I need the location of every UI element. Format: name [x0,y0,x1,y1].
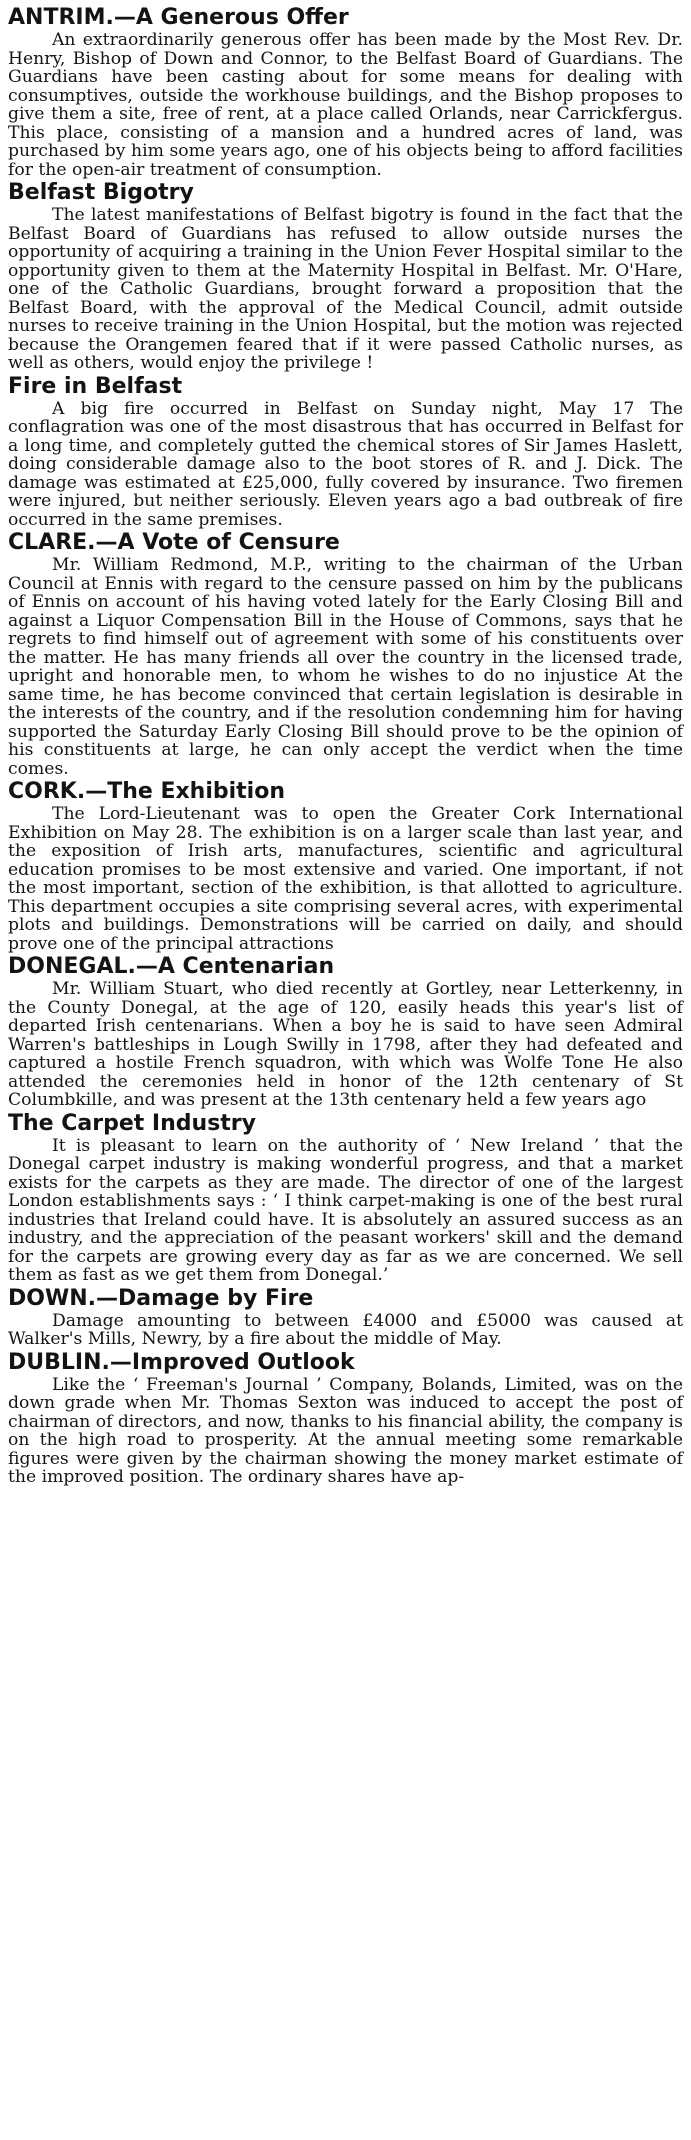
article-body: It is pleasant to learn on the authority of ‘ New Ireland ’ that the Donegal carpet industry is making wonderful progress, and that a market exists for the carpets as they are made. The director of one of the largest London establishments says : ‘ I think carpet-making is one of the best rural industries that Ireland could have. It is absolutely an assured success as an industry, and the appreciation of the peasant workers' skill and the demand for the carpets are growing every day as far as we are concerned. We sell them as fast as we get them from Donegal.’ [8,1135,683,1285]
article-heading: DONEGAL.—A Centenarian [8,954,335,979]
article-body: An extraordinarily generous offer has been made by the Most Rev. Dr. Henry, Bishop of Down and Connor, to the Belfast Board of Guardians. The Guardians have been casting about for some means for dealing with consumptives, outside the workhouse buildings, and the Bishop proposes to give them a site, free of rent, at a place called Orlands, near Carrickfergus. This place, consisting of a mansion and a hundred acres of land, was purchased by him some years ago, one of his objects being to afford facilities for the open-air treatment of consumption. [8,30,683,180]
article-heading: The Carpet Industry [8,1110,256,1136]
article-donegal [8,953,683,1110]
article-body: Mr. William Redmond, M.P., writing to the chairman of the Urban Council at Ennis with regard to the censure passed on him by the publicans of Ennis on account of his having voted lately for the Early Closing Bill and against a Liquor Compensation Bill in the House of Commons, says that he regrets to find himself out of agreement with some of his constituents over the matter. He has many friends all over the country in the licensed trade, upright and honorable men, to whom he wishes to do no injustice At the same time, he has become convinced that certain legislation is desirable in the interests of the country, and if the resolution condemning him for having supported the Saturday Early Closing Bill should prove to be the opinion of his constituents at large, he can only accept the verdict when the time comes. [8,555,683,779]
article-down [8,1285,683,1349]
article-body: Damage amounting to between £4000 and £5000 was caused at Walker's Mills, Newry, by a fire about the middle of May. [8,1310,683,1349]
article-heading: ANTRIM.—A Generous Offer [8,5,349,30]
article-body: Mr. William Stuart, who died recently at Gortley, near Letterkenny, in the County Donegal, at the age of 120, easily heads this year's list of departed Irish centenarians. When a boy he is said to have seen Admiral Warren's battleships in Lough Swilly in 1798, after they had defeated and captured a hostile French squadron, with which was Wolfe Tone He also attended the ceremonies held in honor of the 12th centenary of St Columbkille, and was present at the 13th centenary held a few years ago [8,979,683,1110]
article-belfast-bigotry [8,179,683,373]
article-body: The latest manifestations of Belfast bigotry is found in the fact that the Belfast Board of Guardians has refused to allow outside nurses the opportunity of acquiring a training in the Union Fever Hospital similar to the opportunity given to them at the Maternity Hospital in Belfast. Mr. O'Hare, one of the Catholic Guardians, brought forward a proposition that the Belfast Board, with the approval of the Medical Council, admit outside nurses to receive training in the Union Hospital, but the motion was rejected because the Orangemen feared that if it were passed Catholic nurses, as well as others, would enjoy the privilege ! [8,205,683,373]
article-heading: Belfast Bigotry [8,180,194,205]
article-body: Like the ‘ Freeman's Journal ’ Company, Bolands, Limited, was on the down grade when Mr. Thomas Sexton was induced to accept the post of chairman of directors, and now, thanks to his financial ability, the company is on the high road to prosperity. At the annual meeting some remarkable figures were given by the chairman showing the money market estimate of the improved position. The ordinary shares have ap- [8,1374,683,1487]
article-heading: Fire in Belfast [8,373,183,399]
article-antrim [8,4,683,179]
article-fire-in-belfast [8,373,683,530]
article-clare [8,529,683,778]
article-body: The Lord-Lieutenant was to open the Greater Cork International Exhibition on May 28. The exhibition is on a larger scale than last year, and the exposition of Irish arts, manufactures, scientific and agricultural education promises to be most extensive and varied. One important, if not the most important, section of the exhibition, is that allotted to agriculture. This department occupies a site comprising several acres, with experimental plots and buildings. Demonstrations will be carried on daily, and should prove one of the principal attractions [8,804,683,954]
article-carpet-industry [8,1110,683,1285]
article-heading: CORK.—The Exhibition [8,779,285,804]
article-heading: CLARE.—A Vote of Censure [8,530,340,555]
article-dublin [8,1349,683,1487]
article-heading: DUBLIN.—Improved Outlook [8,1349,355,1375]
article-cork [8,778,683,953]
article-body: A big fire occurred in Belfast on Sunday night, May 17 The conflagration was one of the most disastrous that has occurred in Belfast for a long time, and completely gutted the chemical stores of Sir James Haslett, doing considerable damage also to the boot stores of R. and J. Dick. The damage was estimated at £25,000, fully covered by insurance. Two firemen were injured, but neither seriously. Eleven years ago a bad outbreak of fire occurred in the same premises. [8,398,683,530]
article-heading: DOWN.—Damage by Fire [8,1285,314,1311]
